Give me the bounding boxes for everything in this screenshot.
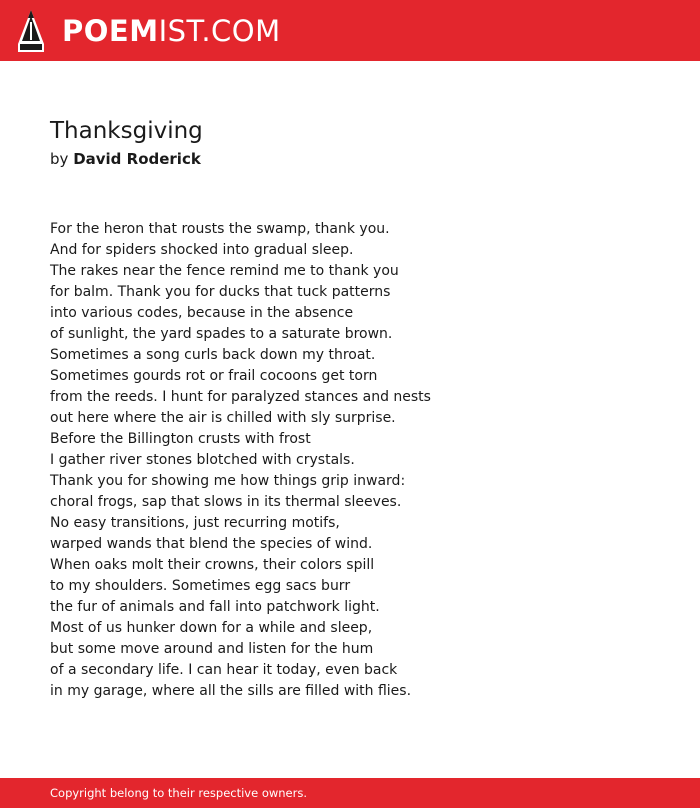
poem-title: Thanksgiving <box>50 118 203 144</box>
site-header <box>0 0 700 61</box>
site-footer <box>0 778 700 808</box>
site-logo-text <box>62 9 281 53</box>
poem-line: from the reeds. I hunt for paralyzed stances and nests <box>50 389 431 405</box>
poem-line: Sometimes a song curls back down my throat. <box>50 347 376 363</box>
poem-line: the fur of animals and fall into patchwork light. <box>50 599 380 615</box>
poem-line: for balm. Thank you for ducks that tuck patterns <box>50 284 391 300</box>
poem-line: And for spiders shocked into gradual sleep. <box>50 242 354 258</box>
poem-line: Sometimes gourds rot or frail cocoons get torn <box>50 368 378 384</box>
site-logo-link[interactable] <box>18 9 281 53</box>
poem-line: out here where the air is chilled with sly surprise. <box>50 410 396 426</box>
poem-author[interactable]: David Roderick <box>73 150 201 168</box>
poem-line: warped wands that blend the species of wind. <box>50 536 373 552</box>
poem-byline <box>50 149 201 169</box>
poem-line: to my shoulders. Sometimes egg sacs burr <box>50 578 351 594</box>
poem-line: Most of us hunker down for a while and sleep, <box>50 620 373 636</box>
pencil-tip-icon <box>18 10 44 52</box>
by-label: by <box>50 150 69 168</box>
poem-line: Thank you for showing me how things grip inward: <box>50 473 406 489</box>
poem-line: When oaks molt their crowns, their colors spill <box>50 557 375 573</box>
poem-line: of sunlight, the yard spades to a saturate brown. <box>50 326 393 342</box>
poem-line: No easy transitions, just recurring motifs, <box>50 515 340 531</box>
poem-line: into various codes, because in the absence <box>50 305 354 321</box>
copyright-text: Copyright belong to their respective owners. <box>50 786 308 800</box>
poem-line: For the heron that rousts the swamp, thank you. <box>50 221 390 237</box>
poem-line: choral frogs, sap that slows in its thermal sleeves. <box>50 494 402 510</box>
logo-bold-part: POEM <box>62 14 159 48</box>
poem-line: in my garage, where all the sills are filled with flies. <box>50 683 412 699</box>
logo-light-part: IST.COM <box>158 14 281 48</box>
poem-line: The rakes near the fence remind me to thank you <box>50 263 399 279</box>
poem-line: I gather river stones blotched with crystals. <box>50 452 355 468</box>
poem-line: Before the Billington crusts with frost <box>50 431 311 447</box>
poem-line: of a secondary life. I can hear it today, even back <box>50 662 398 678</box>
poem-line: but some move around and listen for the hum <box>50 641 374 657</box>
poem-body <box>50 219 650 702</box>
